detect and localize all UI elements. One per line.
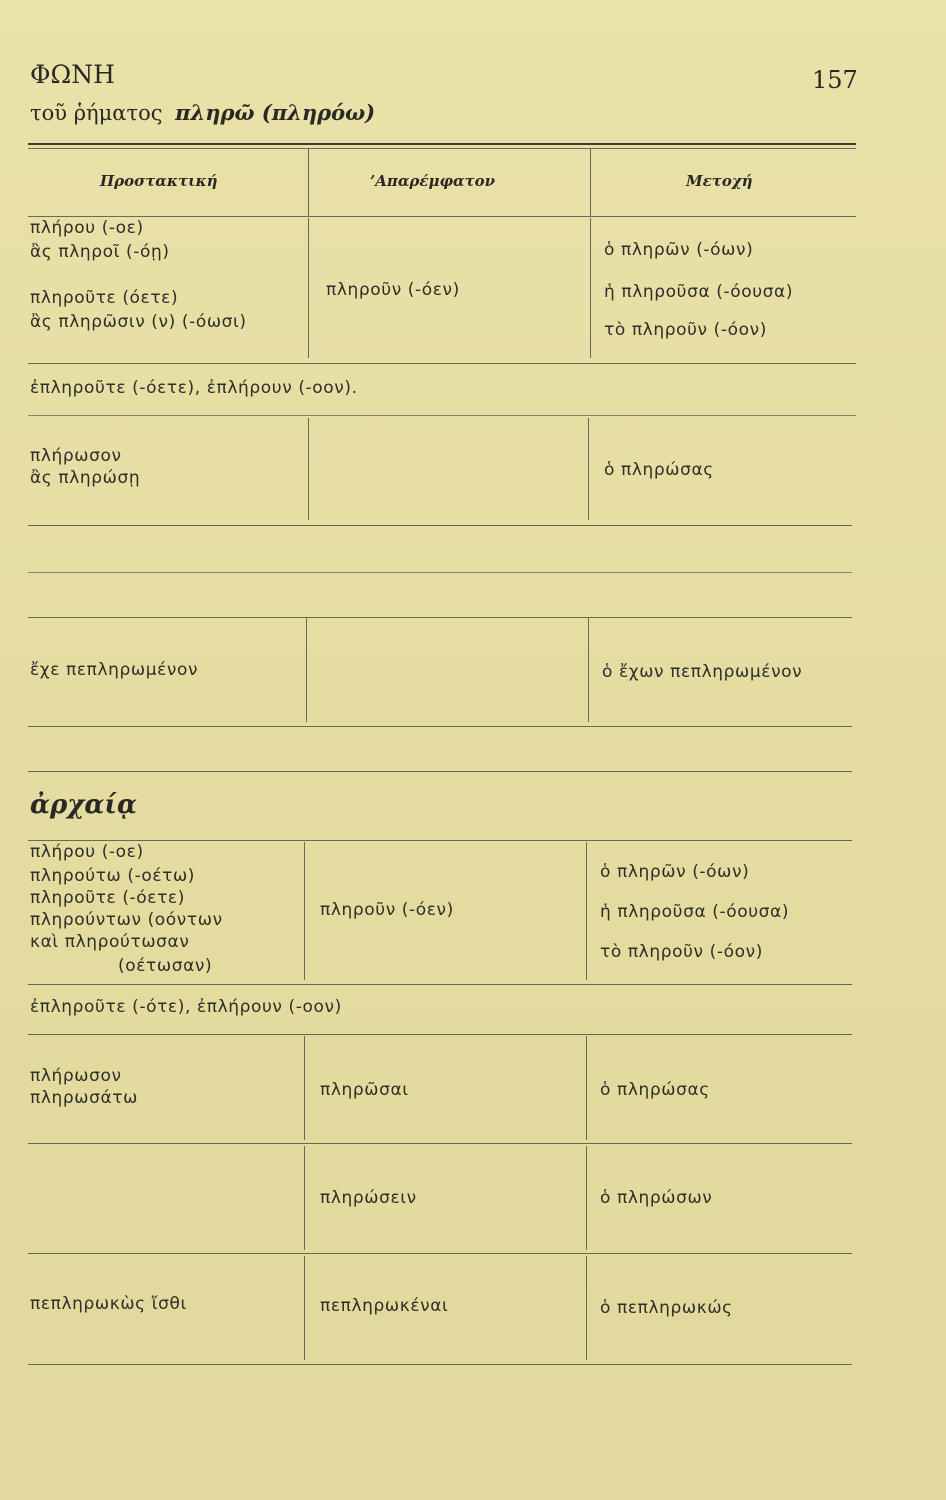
ancient-present-infinitive: πληροῦν (-όεν) bbox=[320, 900, 454, 920]
column-divider bbox=[590, 148, 591, 216]
column-divider bbox=[304, 1146, 305, 1250]
modern-imperfect-note: ἐπληροῦτε (-όετε), ἐπλήρουν (-οον). bbox=[30, 378, 358, 398]
row-rule bbox=[28, 1143, 852, 1144]
modern-perfect-participle: ὁ ἔχων πεπληρωμένον bbox=[602, 662, 803, 682]
ancient-present-participle-2: ἡ πληροῦσα (-όουσα) bbox=[600, 902, 790, 922]
row-rule bbox=[28, 840, 852, 841]
ancient-aorist-imperative-1: πλήρωσον bbox=[30, 1066, 122, 1086]
column-divider bbox=[586, 842, 587, 980]
ancient-present-participle-1: ὁ πληρῶν (-όων) bbox=[600, 862, 750, 882]
modern-perfect-imperative: ἔχε πεπληρωμένον bbox=[30, 660, 199, 680]
modern-present-imperative-3: πληροῦτε (όετε) bbox=[30, 288, 179, 308]
ancient-section-title: ἀρχαίᾳ bbox=[30, 790, 137, 820]
modern-present-imperative-2: ἂς πληροῖ (-όῃ) bbox=[30, 242, 170, 262]
row-rule bbox=[28, 415, 856, 416]
row-rule bbox=[28, 1034, 852, 1035]
ancient-perfect-infinitive: πεπληρωκέναι bbox=[320, 1296, 449, 1316]
row-rule bbox=[28, 525, 852, 526]
modern-aorist-imperative-1: πλήρωσον bbox=[30, 446, 122, 466]
row-rule bbox=[28, 984, 852, 985]
header-rule-thin bbox=[28, 148, 856, 149]
ancient-perfect-imperative: πεπληρωκὼς ἴσθι bbox=[30, 1294, 187, 1314]
row-rule bbox=[28, 617, 852, 618]
ancient-aorist-participle: ὁ πληρώσας bbox=[600, 1080, 710, 1100]
column-divider bbox=[588, 618, 589, 722]
column-divider bbox=[304, 1036, 305, 1140]
column-divider bbox=[304, 842, 305, 980]
ancient-perfect-participle: ὁ πεπληρωκώς bbox=[600, 1298, 733, 1318]
row-rule bbox=[28, 726, 852, 727]
header-rule bbox=[28, 143, 856, 145]
row-rule bbox=[28, 1364, 852, 1365]
column-header-infinitive: ’Απαρέμφατον bbox=[370, 172, 496, 190]
ancient-future-infinitive: πληρώσειν bbox=[320, 1188, 417, 1208]
ancient-present-participle-3: τὸ πληροῦν (-όον) bbox=[600, 942, 763, 962]
ancient-present-imperative-2: πληρούτω (-οέτω) bbox=[30, 866, 196, 886]
ancient-present-imperative-5: καὶ πληρούτωσαν bbox=[30, 932, 190, 952]
row-rule bbox=[28, 771, 852, 772]
column-header-imperative: Προστακτική bbox=[100, 172, 218, 190]
ancient-present-imperative-4: πληρούντων (οόντων bbox=[30, 910, 223, 930]
ancient-present-imperative-1: πλήρου (-οε) bbox=[30, 842, 144, 862]
ancient-future-participle: ὁ πληρώσων bbox=[600, 1188, 713, 1208]
column-divider bbox=[308, 418, 309, 520]
verb-title: πληρῶ (πληρόω) bbox=[175, 100, 376, 125]
column-divider bbox=[586, 1036, 587, 1140]
ancient-aorist-infinitive: πληρῶσαι bbox=[320, 1080, 409, 1100]
verb-line bbox=[30, 100, 375, 125]
column-divider bbox=[306, 618, 307, 722]
row-rule bbox=[28, 1253, 852, 1254]
modern-present-imperative-4: ἂς πληρῶσιν (ν) (-όωσι) bbox=[30, 312, 247, 332]
column-header-participle: Μετοχή bbox=[686, 172, 753, 190]
column-divider bbox=[588, 418, 589, 520]
modern-present-participle-3: τὸ πληροῦν (-όον) bbox=[604, 320, 767, 340]
page-number: 157 bbox=[812, 66, 858, 94]
column-divider bbox=[586, 1146, 587, 1250]
modern-aorist-participle: ὁ πληρώσας bbox=[604, 460, 714, 480]
ancient-present-imperative-3: πληροῦτε (-όετε) bbox=[30, 888, 185, 908]
modern-present-participle-2: ἡ πληροῦσα (-όουσα) bbox=[604, 282, 794, 302]
column-divider bbox=[586, 1256, 587, 1360]
column-divider bbox=[308, 148, 309, 216]
column-divider bbox=[590, 218, 591, 358]
ancient-imperfect-note: ἐπληροῦτε (-ότε), ἐπλήρουν (-οον) bbox=[30, 997, 342, 1017]
ancient-present-imperative-6: (οέτωσαν) bbox=[118, 956, 213, 976]
column-header-rule bbox=[28, 216, 856, 217]
verb-prefix: τοῦ ῥήματος bbox=[30, 101, 163, 125]
row-rule bbox=[28, 572, 852, 573]
voice-heading: ΦΩΝΗ bbox=[30, 60, 115, 89]
column-divider bbox=[308, 218, 309, 358]
modern-present-imperative-1: πλήρου (-οε) bbox=[30, 218, 144, 238]
ancient-aorist-imperative-2: πληρωσάτω bbox=[30, 1088, 138, 1108]
modern-aorist-imperative-2: ἂς πληρώσῃ bbox=[30, 468, 141, 488]
modern-present-participle-1: ὁ πληρῶν (-όων) bbox=[604, 240, 754, 260]
modern-present-infinitive: πληροῦν (-όεν) bbox=[326, 280, 460, 300]
row-rule bbox=[28, 363, 856, 364]
column-divider bbox=[304, 1256, 305, 1360]
